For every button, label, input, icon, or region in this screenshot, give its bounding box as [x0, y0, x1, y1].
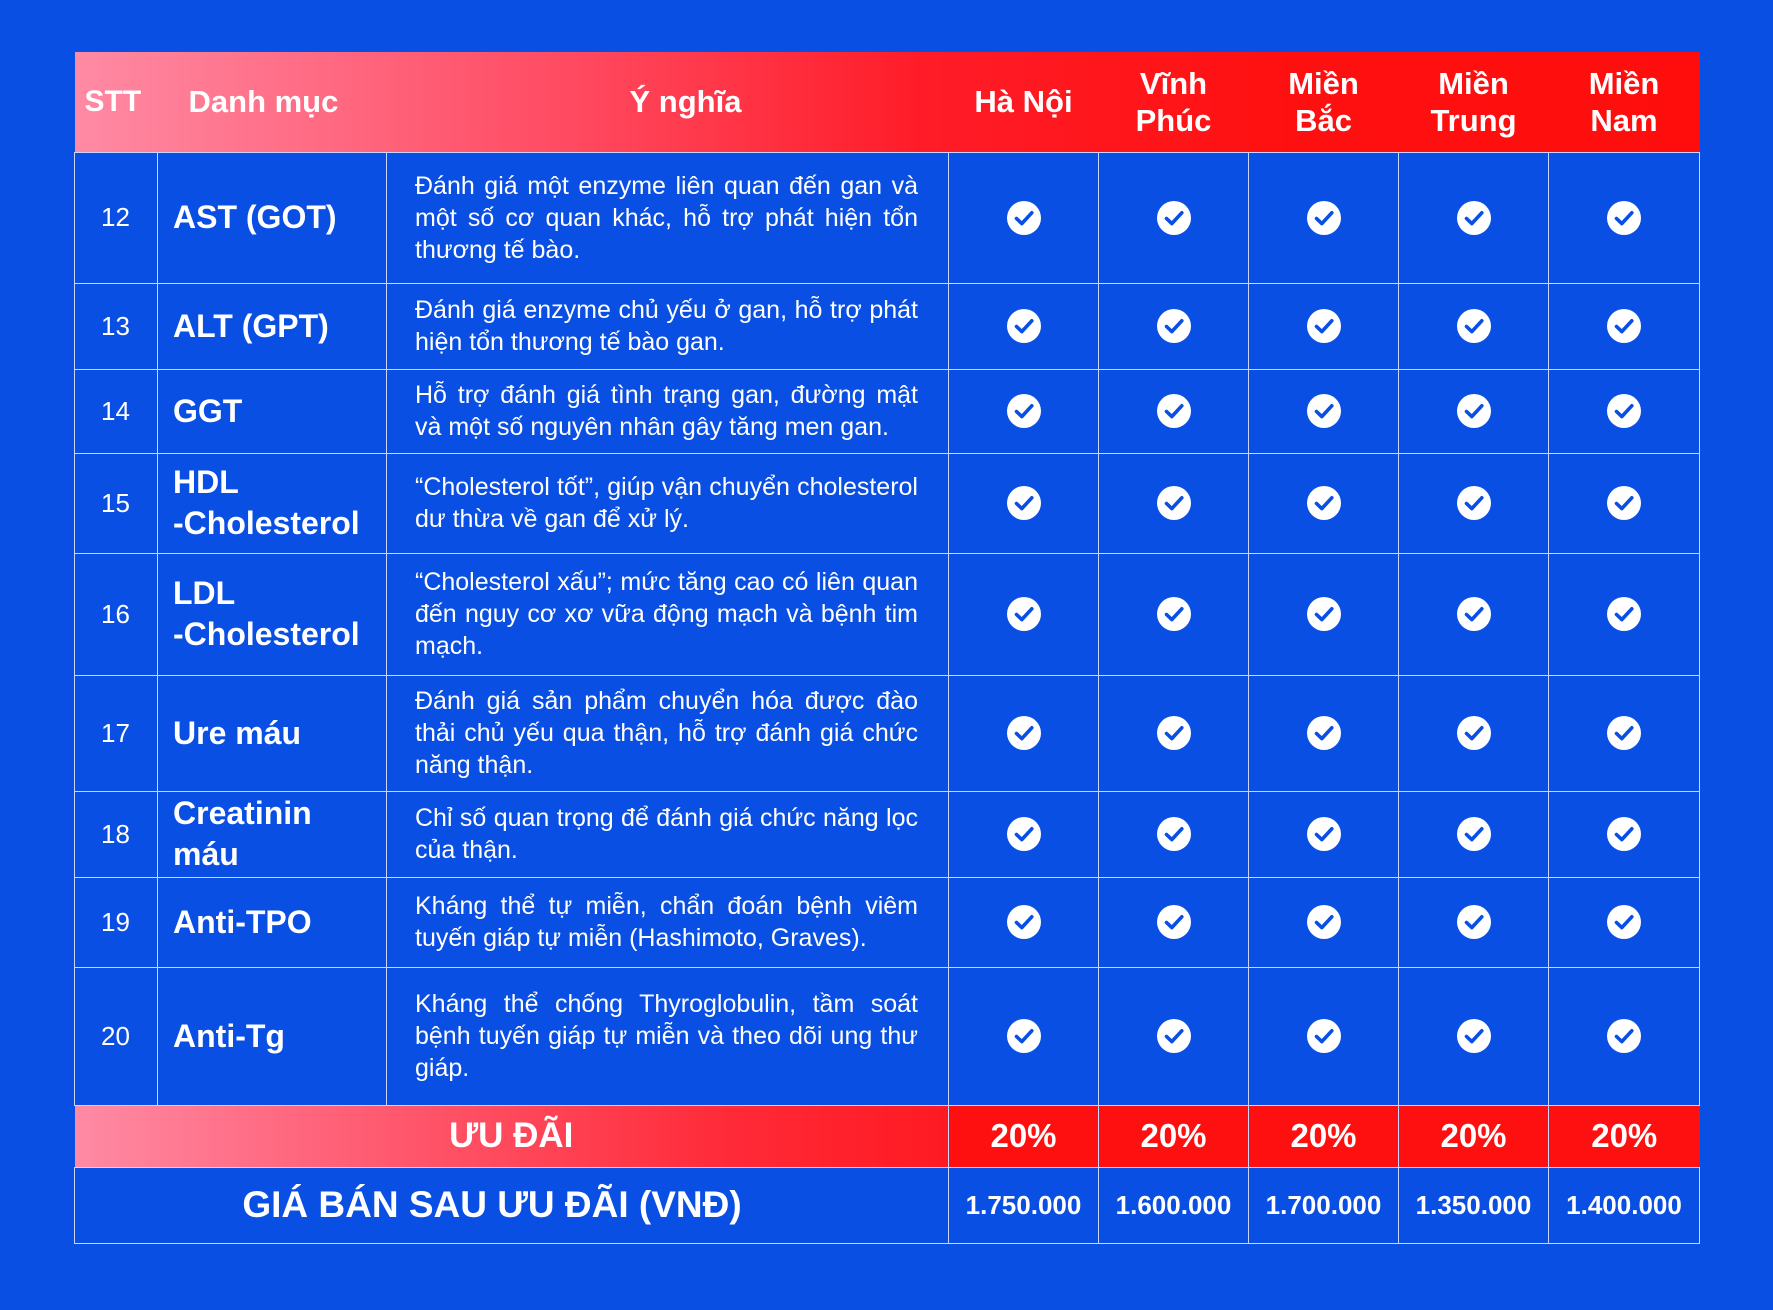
check-circle-icon: [1456, 904, 1492, 940]
header-region-hanoi: [949, 52, 1099, 152]
check-circle-icon: [1606, 816, 1642, 852]
table-row: [75, 152, 1700, 283]
availability-cell: [1099, 283, 1249, 369]
availability-cell: [1099, 453, 1249, 553]
promo-value: 20%: [949, 1105, 1099, 1167]
header-region-label: Vĩnh: [1139, 65, 1208, 101]
availability-cell: [1549, 369, 1700, 453]
availability-cell: [1549, 152, 1700, 283]
check-circle-icon: [1006, 904, 1042, 940]
row-number: 12: [75, 152, 158, 283]
availability-cell: [1249, 675, 1399, 791]
availability-cell: [949, 791, 1099, 877]
check-circle-icon: [1456, 816, 1492, 852]
header-region-label: Hà Nội: [974, 84, 1073, 120]
price-label: GIÁ BÁN SAU ƯU ĐÃI (VNĐ): [75, 1167, 949, 1243]
check-circle-icon: [1006, 308, 1042, 344]
test-name: [158, 967, 387, 1105]
availability-cell: [949, 675, 1099, 791]
test-meaning: Kháng thể chống Thyroglobulin, tầm soát bệnh tuyến giáp tự miễn và theo dõi ung thư giáp.: [387, 967, 949, 1105]
availability-cell: [1549, 283, 1700, 369]
row-number: 14: [75, 369, 158, 453]
availability-cell: [1399, 675, 1549, 791]
header-region-vinhphuc: [1099, 52, 1249, 152]
promo-row: [75, 1105, 1700, 1167]
check-circle-icon: [1306, 1018, 1342, 1054]
check-circle-icon: [1156, 596, 1192, 632]
availability-cell: [1399, 791, 1549, 877]
price-value: 1.700.000: [1249, 1167, 1399, 1243]
header-region-label: Miền: [1588, 65, 1660, 101]
price-row: [75, 1167, 1700, 1243]
table-row: [75, 453, 1700, 553]
test-name-line: ALT (GPT): [173, 307, 329, 344]
check-circle-icon: [1156, 715, 1192, 751]
availability-cell: [1099, 675, 1249, 791]
header-stt: STT: [84, 85, 142, 119]
check-circle-icon: [1456, 485, 1492, 521]
availability-cell: [1399, 152, 1549, 283]
promo-label: ƯU ĐÃI: [75, 1105, 949, 1167]
promo-value: 20%: [1549, 1105, 1700, 1167]
availability-cell: [1549, 453, 1700, 553]
test-name: [158, 675, 387, 791]
row-number: 13: [75, 283, 158, 369]
table-row: [75, 877, 1700, 967]
test-meaning: Kháng thể tự miễn, chẩn đoán bệnh viêm tuyến giáp tự miễn (Hashimoto, Graves).: [387, 877, 949, 967]
availability-cell: [949, 369, 1099, 453]
check-circle-icon: [1606, 904, 1642, 940]
price-value: 1.600.000: [1099, 1167, 1249, 1243]
test-name-line: Ure máu: [173, 714, 302, 751]
test-name-line: GGT: [173, 392, 243, 429]
availability-cell: [949, 877, 1099, 967]
check-circle-icon: [1156, 904, 1192, 940]
availability-cell: [949, 453, 1099, 553]
test-name-line: Anti-TPO: [173, 903, 312, 940]
check-circle-icon: [1606, 715, 1642, 751]
table-row: [75, 283, 1700, 369]
test-meaning: “Cholesterol xấu”; mức tăng cao có liên quan đến nguy cơ xơ vữa động mạch và bệnh tim mạch.: [387, 553, 949, 675]
availability-cell: [1099, 152, 1249, 283]
promo-value: 20%: [1249, 1105, 1399, 1167]
availability-cell: [1249, 553, 1399, 675]
availability-cell: [1099, 553, 1249, 675]
test-name-line: -Cholesterol: [173, 616, 360, 652]
check-circle-icon: [1606, 1018, 1642, 1054]
check-circle-icon: [1456, 200, 1492, 236]
row-number: 20: [75, 967, 158, 1105]
check-circle-icon: [1156, 393, 1192, 429]
check-circle-icon: [1606, 393, 1642, 429]
header-region-label: Phúc: [1135, 102, 1212, 138]
row-number: 17: [75, 675, 158, 791]
table-row: [75, 967, 1700, 1105]
test-meaning: Đánh giá enzyme chủ yếu ở gan, hỗ trợ phát hiện tổn thương tế bào gan.: [387, 283, 949, 369]
table-header-row: [75, 52, 1700, 152]
table-row: [75, 369, 1700, 453]
test-meaning: Hỗ trợ đánh giá tình trạng gan, đường mật và một số nguyên nhân gây tăng men gan.: [387, 369, 949, 453]
price-value: 1.350.000: [1399, 1167, 1549, 1243]
availability-cell: [1399, 553, 1549, 675]
header-region-label: Bắc: [1295, 102, 1352, 138]
check-circle-icon: [1006, 393, 1042, 429]
test-name-line: Creatinin máu: [173, 795, 312, 872]
availability-cell: [949, 967, 1099, 1105]
availability-cell: [1099, 967, 1249, 1105]
test-name-line: HDL: [173, 464, 239, 500]
check-circle-icon: [1306, 596, 1342, 632]
table-row: [75, 675, 1700, 791]
row-number: 19: [75, 877, 158, 967]
check-circle-icon: [1156, 200, 1192, 236]
check-circle-icon: [1156, 816, 1192, 852]
header-region-label: Trung: [1430, 102, 1517, 138]
availability-cell: [1249, 453, 1399, 553]
table-body: [75, 152, 1700, 1105]
test-name-line: LDL: [173, 575, 236, 611]
test-name-line: -Cholesterol: [173, 505, 360, 541]
header-region-label: Miền: [1288, 65, 1359, 101]
check-circle-icon: [1156, 308, 1192, 344]
check-circle-icon: [1006, 596, 1042, 632]
availability-cell: [1399, 283, 1549, 369]
test-name: [158, 553, 387, 675]
availability-cell: [1249, 791, 1399, 877]
availability-cell: [1399, 967, 1549, 1105]
check-circle-icon: [1456, 393, 1492, 429]
availability-cell: [1249, 877, 1399, 967]
header-region-mienbac: [1249, 52, 1399, 152]
header-region-mientrung: [1399, 52, 1549, 152]
table-row: [75, 553, 1700, 675]
availability-cell: [1549, 877, 1700, 967]
check-circle-icon: [1606, 200, 1642, 236]
header-region-label: Miền: [1438, 65, 1509, 101]
price-value: 1.750.000: [949, 1167, 1099, 1243]
row-number: 18: [75, 791, 158, 877]
availability-cell: [1549, 675, 1700, 791]
availability-cell: [949, 283, 1099, 369]
test-meaning: Đánh giá một enzyme liên quan đến gan và một số cơ quan khác, hỗ trợ phát hiện tổn thương tế bào.: [387, 152, 949, 283]
check-circle-icon: [1306, 393, 1342, 429]
availability-cell: [1249, 152, 1399, 283]
check-circle-icon: [1306, 485, 1342, 521]
check-circle-icon: [1006, 715, 1042, 751]
test-name: [158, 283, 387, 369]
check-circle-icon: [1156, 485, 1192, 521]
availability-cell: [1099, 791, 1249, 877]
check-circle-icon: [1456, 1018, 1492, 1054]
availability-cell: [1249, 967, 1399, 1105]
availability-cell: [1249, 369, 1399, 453]
check-circle-icon: [1456, 715, 1492, 751]
availability-cell: [1399, 369, 1549, 453]
check-circle-icon: [1306, 904, 1342, 940]
test-meaning: Đánh giá sản phẩm chuyển hóa được đào thải chủ yếu qua thận, hỗ trợ đánh giá chức năng thận.: [387, 675, 949, 791]
check-circle-icon: [1606, 596, 1642, 632]
check-circle-icon: [1006, 1018, 1042, 1054]
availability-cell: [1549, 791, 1700, 877]
availability-cell: [1399, 877, 1549, 967]
test-name: [158, 877, 387, 967]
test-name: [158, 152, 387, 283]
table-row: [75, 791, 1700, 877]
check-circle-icon: [1006, 200, 1042, 236]
check-circle-icon: [1306, 308, 1342, 344]
test-name: [158, 369, 387, 453]
test-meaning: Chỉ số quan trọng để đánh giá chức năng lọc của thận.: [387, 791, 949, 877]
check-circle-icon: [1606, 308, 1642, 344]
test-name-line: Anti-Tg: [173, 1017, 285, 1054]
test-name: [158, 791, 387, 877]
row-number: 16: [75, 553, 158, 675]
availability-cell: [949, 553, 1099, 675]
promo-value: 20%: [1099, 1105, 1249, 1167]
test-name: [158, 453, 387, 553]
check-circle-icon: [1156, 1018, 1192, 1054]
test-name-line: AST (GOT): [173, 199, 337, 235]
header-category: Danh mục: [188, 84, 339, 120]
check-circle-icon: [1006, 485, 1042, 521]
check-circle-icon: [1006, 816, 1042, 852]
availability-cell: [1099, 877, 1249, 967]
availability-cell: [1549, 967, 1700, 1105]
promo-value: 20%: [1399, 1105, 1549, 1167]
check-circle-icon: [1306, 816, 1342, 852]
check-circle-icon: [1306, 715, 1342, 751]
row-number: 15: [75, 453, 158, 553]
check-circle-icon: [1456, 308, 1492, 344]
check-circle-icon: [1606, 485, 1642, 521]
availability-cell: [949, 152, 1099, 283]
header-region-label: Nam: [1590, 102, 1658, 138]
test-meaning: “Cholesterol tốt”, giúp vận chuyển cholesterol dư thừa về gan để xử lý.: [387, 453, 949, 553]
check-circle-icon: [1456, 596, 1492, 632]
availability-cell: [1399, 453, 1549, 553]
availability-cell: [1249, 283, 1399, 369]
price-table: [74, 52, 1700, 1244]
header-region-miennam: [1549, 52, 1700, 152]
header-meaning: Ý nghĩa: [629, 84, 742, 120]
availability-cell: [1099, 369, 1249, 453]
check-circle-icon: [1306, 200, 1342, 236]
price-value: 1.400.000: [1549, 1167, 1700, 1243]
availability-cell: [1549, 553, 1700, 675]
